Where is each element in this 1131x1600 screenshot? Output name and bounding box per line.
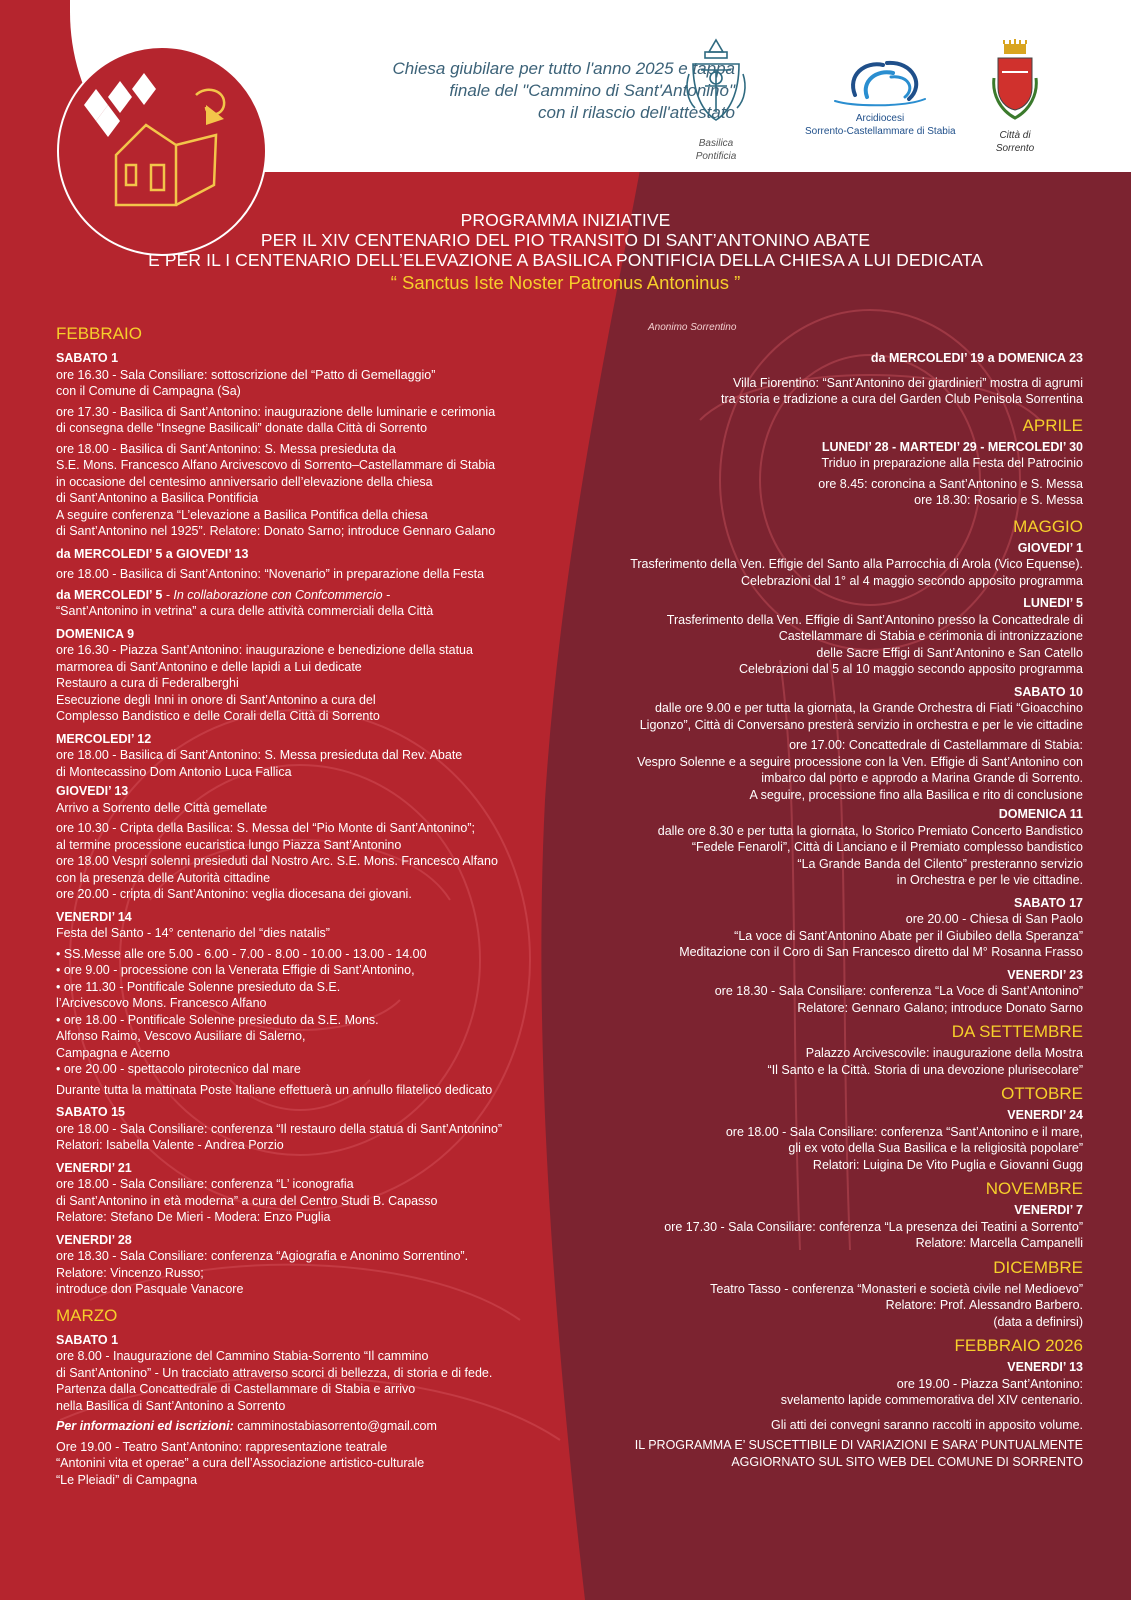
event-line: Castellammare di Stabia e cerimonia di intronizzazione (778, 629, 1083, 643)
city-logo (980, 38, 1050, 155)
event-line: gli ex voto della Sua Basilica e la religiosità popolare” (788, 1141, 1083, 1155)
event-line: Durante tutta la mattinata Poste Italiane effettuerà un annullo filatelico dedicato (56, 1082, 493, 1097)
day-heading: VENERDI’ 23 (1007, 967, 1083, 982)
event-line: ore 18.00 Vespri solenni presieduti dal Nostro Arc. S.E. Mons. Francesco Alfano (56, 854, 498, 868)
event-line: Restauro a cura di Federalberghi (56, 676, 239, 690)
basilica-caption-1: Basilica (698, 138, 734, 149)
event-line: ore 20.00 - cripta di Sant’Antonino: veglia diocesana dei giovani. (56, 887, 412, 901)
day-heading: da MERCOLEDI’ 5 a GIOVEDI’ 13 (56, 546, 249, 561)
proceedings-note: Gli atti dei convegni saranno raccolti in apposito volume. (771, 1417, 1083, 1432)
event-line: (data a definirsi) (993, 1314, 1083, 1329)
title-line-2: PER IL XIV CENTENARIO DEL PIO TRANSITO DI SANT’ANTONINO ABATE (260, 230, 871, 250)
day-heading: DOMENICA 9 (56, 626, 135, 641)
event-line: di Sant’Antonino nel 1925”. Relatore: Donato Sarno; introduce Gennaro Galano (56, 524, 496, 538)
event-line: marmorea di Sant’Antonino e delle lapidi a Lui dedicate (56, 659, 362, 674)
event-line: ore 8.45: coroncina a Sant’Antonino e S. Messa (818, 476, 1083, 491)
city-caption-2: Sorrento (995, 143, 1035, 154)
event-line: ore 16.30 - Sala Consiliare: sottoscrizione del “Patto di Gemellaggio” (56, 367, 436, 382)
list-item: Alfonso Raimo, Vescovo Ausiliare di Salerno, (56, 1029, 306, 1043)
city-caption-1: Città di (999, 130, 1031, 141)
event-line: svelamento lapide commemorativa del XIV centenario. (780, 1393, 1083, 1407)
event-line: “Sant’Antonino in vetrina” a cura delle attività commerciali della Città (56, 604, 434, 618)
month-april: APRILE (1022, 415, 1083, 435)
day-heading: LUNEDI’ 5 (1023, 596, 1083, 610)
day-heading: VENERDI’ 7 (1014, 1203, 1083, 1217)
info-label: Per informazioni ed iscrizioni: (56, 1419, 234, 1433)
list-item: • ore 9.00 - processione con la Venerata Effigie di Sant’Antonino, (56, 963, 415, 977)
event-line: di Sant’Antonino a Basilica Pontificia (56, 491, 259, 505)
event-line: Esecuzione degli Inni in onore di Sant’Antonino a cura del (56, 692, 376, 707)
month-february-2026: FEBBRAIO 2026 (954, 1336, 1083, 1355)
jubilee-line-1: Chiesa giubilare per tutto l'anno 2025 e tappa (392, 59, 735, 78)
event-line: con il Comune di Campagna (Sa) (56, 384, 241, 398)
event-line: nella Basilica di Sant’Antonino a Sorrento (56, 1398, 286, 1413)
list-item: • ore 11.30 - Pontificale Solenne presieduto da S.E. (56, 979, 341, 994)
event-line: Vespro Solenne e a seguire processione con la Ven. Effigie di Sant’Antonino con (637, 754, 1083, 769)
jubilee-note (295, 58, 735, 124)
day-heading: VENERDI’ 21 (56, 1160, 132, 1175)
list-item: • ore 20.00 - spettacolo pirotecnico dal mare (56, 1062, 301, 1076)
event-line: S.E. Mons. Francesco Alfano Arcivescovo di Sorrento–Castellammare di Stabia (56, 458, 496, 472)
event-line: con la presenza delle Autorità cittadine (56, 870, 271, 885)
list-item: • SS.Messe alle ore 5.00 - 6.00 - 7.00 - 8.00 - 10.00 - 13.00 - 14.00 (56, 946, 427, 961)
event-line: Relatore: Marcella Campanelli (915, 1236, 1083, 1250)
event-line: ore 19.00 - Piazza Sant’Antonino: (896, 1376, 1083, 1391)
jubilee-line-2: finale del "Cammino di Sant'Antonino" (449, 81, 735, 100)
archdiocese-caption-2: Sorrento-Castellammare di Stabia (805, 126, 956, 137)
day-heading: VENERDI’ 28 (56, 1232, 132, 1247)
disclaimer-line-1: IL PROGRAMMA E’ SUSCETTIBILE DI VARIAZIONI E SARA’ PUNTUALMENTE (634, 1438, 1083, 1452)
event-line: di Sant’Antonino in età moderna” a cura del Centro Studi B. Capasso (56, 1193, 438, 1208)
event-line: tra storia e tradizione a cura del Garden Club Penisola Sorrentina (720, 392, 1083, 406)
title-block (0, 210, 1131, 294)
contact-email[interactable]: camminostabiasorrento@gmail.com (233, 1419, 437, 1433)
event-line: delle Sacre Effigi di Sant’Antonino e San Catello (816, 645, 1083, 660)
event-line: Celebrazioni dal 5 al 10 maggio secondo apposito programma (739, 662, 1083, 676)
event-line: Teatro Tasso - conferenza “Monasteri e società civile nel Medioevo” (710, 1281, 1083, 1296)
event-line: Celebrazioni dal 1° al 4 maggio secondo apposito programma (740, 573, 1083, 588)
day-heading: da MERCOLEDI’ 5 (56, 587, 163, 602)
basilica-crest-icon (683, 34, 749, 132)
event-line: ore 18.00 - Sala Consiliare: conferenza “Il restauro della statua di Sant’Antonino” (56, 1121, 503, 1136)
event-line: ore 17.30 - Sala Consiliare: conferenza “La presenza dei Teatini a Sorrento” (664, 1219, 1083, 1234)
title-line-3: E PER IL I CENTENARIO DELL’ELEVAZIONE A BASILICA PONTIFICIA DELLA CHIESA A LUI DEDICATA (148, 250, 983, 270)
event-line: ore 17.00: Concattedrale di Castellammare di Stabia: (789, 738, 1083, 752)
event-line: Ore 19.00 - Teatro Sant’Antonino: rappresentazione teatrale (56, 1439, 388, 1454)
month-march: MARZO (56, 1305, 118, 1325)
title-line-1: PROGRAMMA INIZIATIVE (460, 210, 671, 230)
day-heading: SABATO 17 (1013, 895, 1083, 910)
event-line: Palazzo Arcivescovile: inaugurazione della Mostra (805, 1046, 1083, 1060)
left-column (56, 324, 576, 1488)
basilica-logo (676, 34, 756, 163)
month-september: DA SETTEMBRE (951, 1022, 1083, 1041)
event-line: Festa del Santo - 14° centenario del “dies natalis” (56, 926, 330, 940)
event-line: Triduo in preparazione alla Festa del Patrocinio (821, 456, 1083, 470)
motto: “ Sanctus Iste Noster Patronus Antoninus ” (390, 272, 741, 293)
day-heading: SABATO 1 (56, 1332, 119, 1347)
event-line: ore 10.30 - Cripta della Basilica: S. Messa del “Pio Monte di Sant’Antonino”; (56, 821, 475, 835)
event-line: Villa Fiorentino: “Sant’Antonino dei giardinieri” mostra di agrumi (733, 375, 1083, 390)
event-line: dalle ore 8.30 e per tutta la giornata, lo Storico Premiato Concerto Bandistico (657, 823, 1083, 838)
event-line: Meditazione con il Coro di San Francesco diretto dal M° Rosanna Frasso (679, 945, 1083, 959)
event-line: ore 16.30 - Piazza Sant’Antonino: inaugurazione e benedizione della statua (56, 643, 473, 657)
month-october: OTTOBRE (1001, 1084, 1083, 1103)
event-line: Complesso Bandistico e delle Corali della Città di Sorrento (56, 709, 380, 723)
event-line: “Fedele Fenaroli”, Città di Lanciano e il Premiato complesso bandistico (691, 840, 1083, 854)
event-line: Arrivo a Sorrento delle Città gemellate (56, 800, 268, 815)
basilica-caption-2: Pontificia (695, 151, 737, 162)
event-line: - In collaborazione con Confcommercio - (162, 587, 391, 602)
event-line: “La voce di Sant’Antonino Abate per il Giubileo della Speranza” (734, 928, 1083, 943)
event-line: ore 18.30: Rosario e S. Messa (914, 493, 1083, 507)
event-line: Partenza dalla Concattedrale di Castellammare di Stabia e arrivo (56, 1382, 416, 1396)
day-heading: GIOVEDI’ 1 (1017, 540, 1083, 555)
month-february: FEBBRAIO (56, 324, 142, 343)
event-line: in Orchestra e per le vie cittadine. (896, 873, 1083, 887)
event-line: ore 20.00 - Chiesa di San Paolo (905, 912, 1083, 926)
event-line: di consegna delle “Insegne Basilicali” donate dalla Città di Sorrento (56, 421, 428, 435)
event-line: dalle ore 9.00 e per tutta la giornata, la Grande Orchestra di Fiati “Gioacchino (654, 701, 1083, 715)
event-line: introduce don Pasquale Vanacore (56, 1282, 244, 1296)
list-item: • ore 18.00 - Pontificale Solenne presieduto da S.E. Mons. (56, 1012, 379, 1027)
event-line: “Antonini vita et operae” a cura dell’Associazione artistico-culturale (56, 1456, 425, 1470)
month-may: MAGGIO (1013, 516, 1083, 536)
event-line: ore 18.30 - Sala Consiliare: conferenza “Agiografia e Anonimo Sorrentino”. (56, 1249, 469, 1263)
day-heading: VENERDI’ 13 (1007, 1360, 1083, 1374)
city-coat-of-arms-icon (990, 38, 1040, 124)
right-column (523, 350, 1083, 1470)
event-line: al termine processione eucaristica lungo Piazza Sant’Antonino (56, 837, 402, 852)
event-line: Relatore: Vincenzo Russo; (56, 1265, 204, 1280)
event-line: ore 17.30 - Basilica di Sant’Antonino: inaugurazione delle luminarie e cerimonia (56, 404, 496, 419)
event-line: in occasione del centesimo anniversario dell’elevazione della chiesa (56, 474, 433, 489)
event-line: Relatori: Luigina De Vito Puglia e Giovanni Gugg (812, 1157, 1083, 1172)
event-line: Relatore: Stefano De Mieri - Modera: Enzo Puglia (56, 1210, 331, 1224)
event-line: ore 18.00 - Basilica di Sant’Antonino: S. Messa presieduta da (56, 441, 396, 456)
event-line: “Il Santo e la Città. Storia di una devozione plurisecolare” (767, 1062, 1083, 1077)
day-heading: VENERDI’ 24 (1007, 1108, 1083, 1122)
day-heading: GIOVEDI’ 13 (56, 784, 129, 798)
archdiocese-logo (805, 55, 955, 138)
day-heading: LUNEDI’ 28 - MARTEDI’ 29 - MERCOLEDI’ 30 (821, 439, 1083, 454)
event-line: Relatori: Isabella Valente - Andrea Porzio (56, 1138, 284, 1152)
event-line: A seguire, processione fino alla Basilica e rito di conclusione (749, 787, 1083, 802)
event-line: “Le Pleiadi” di Campagna (56, 1472, 198, 1487)
motto-attribution: Anonimo Sorrentino (648, 322, 737, 333)
archdiocese-caption-1: Arcidiocesi (855, 113, 905, 124)
day-heading: da MERCOLEDI’ 19 a DOMENICA 23 (870, 351, 1083, 365)
day-heading: SABATO 1 (56, 351, 119, 365)
list-item: Campagna e Acerno (56, 1045, 170, 1060)
event-line: Trasferimento della Ven. Effigie del Santo alla Parrocchia di Arola (Vico Equense). (630, 557, 1083, 571)
day-heading: SABATO 10 (1013, 684, 1083, 699)
event-line: ore 18.00 - Basilica di Sant’Antonino: S. Messa presieduta dal Rev. Abate (56, 748, 463, 762)
event-line: ore 18.00 - Sala Consiliare: conferenza “L’ iconografia (56, 1177, 354, 1191)
event-line: A seguire conferenza “L’elevazione a Basilica Pontifica della chiesa (56, 507, 428, 522)
event-line: “La Grande Banda del Cilento” presteranno servizio (797, 856, 1083, 871)
event-line: ore 8.00 - Inaugurazione del Cammino Stabia-Sorrento “Il cammino (56, 1349, 429, 1363)
event-line: imbarco dal porto e approdo a Marina Grande di Sorrento. (761, 771, 1083, 785)
event-line: Relatore: Gennaro Galano; introduce Donato Sarno (797, 1000, 1083, 1015)
event-line: Ligonzo”, Città di Conversano presterà servizio in orchestra e per le vie cittadine (639, 717, 1083, 732)
list-item: l’Arcivescovo Mons. Francesco Alfano (56, 996, 267, 1010)
day-heading: DOMENICA 11 (998, 807, 1083, 821)
event-line: ore 18.30 - Sala Consiliare: conferenza “La Voce di Sant’Antonino” (714, 984, 1083, 998)
month-december: DICEMBRE (993, 1257, 1083, 1277)
event-line: Relatore: Prof. Alessandro Barbero. (885, 1298, 1083, 1312)
month-november: NOVEMBRE (985, 1179, 1083, 1198)
archdiocese-logo-icon (825, 55, 935, 107)
day-heading: SABATO 15 (56, 1105, 126, 1119)
event-line: di Sant’Antonino” - Un tracciato attraverso scorci di bellezza, di storia e di fede. (56, 1365, 493, 1380)
event-line: di Montecassino Dom Antonio Luca Fallica (56, 764, 292, 779)
event-line: ore 18.00 - Basilica di Sant’Antonino: “Novenario” in preparazione della Festa (56, 567, 485, 581)
disclaimer-line-2: AGGIORNATO SUL SITO WEB DEL COMUNE DI SORRENTO (731, 1454, 1083, 1469)
event-line: Trasferimento della Ven. Effigie di Sant’Antonino presso la Concattedrale di (666, 612, 1083, 627)
day-heading: MERCOLEDI’ 12 (56, 731, 152, 746)
event-line: ore 18.00 - Sala Consiliare: conferenza “Sant’Antonino e il mare, (725, 1124, 1083, 1139)
day-heading: VENERDI’ 14 (56, 909, 132, 924)
jubilee-line-3: con il rilascio dell'attestato (538, 103, 735, 122)
